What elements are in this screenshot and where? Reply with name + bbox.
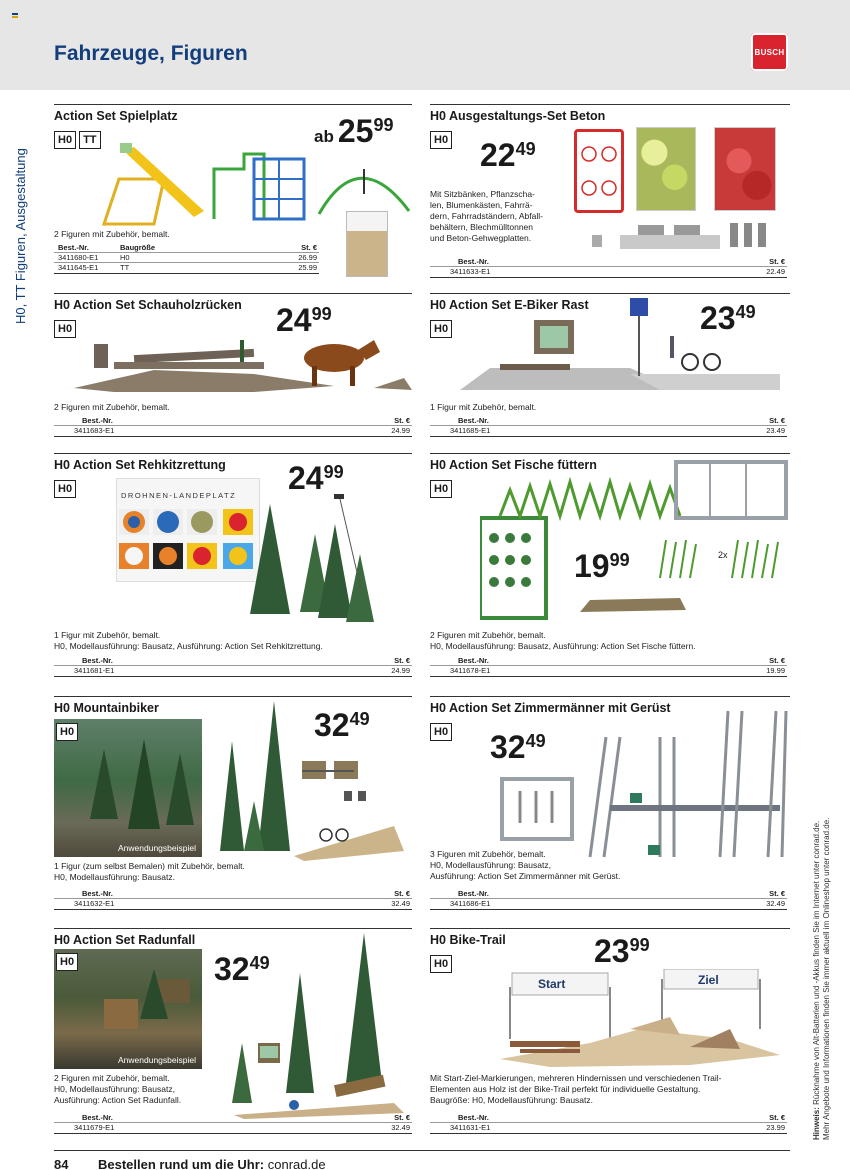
- busch-logo: BUSCH: [751, 33, 788, 71]
- column-header: St. €: [301, 243, 317, 252]
- size-badge-h0: H0: [54, 480, 76, 498]
- order-number: 3411685-E1: [450, 426, 491, 435]
- sand-bag-image: [346, 211, 388, 277]
- price-cents: 49: [349, 709, 370, 729]
- price-cell: 19.99: [766, 666, 785, 675]
- size-cell: TT: [120, 263, 130, 272]
- order-table: [54, 656, 412, 677]
- order-number: 3411686-E1: [450, 899, 491, 908]
- column-header: St. €: [394, 1113, 410, 1122]
- product-description: [430, 402, 536, 413]
- product-card-radunfall[interactable]: [54, 928, 412, 1142]
- product-card-zimmermaenner[interactable]: [430, 696, 790, 918]
- order-table: [430, 656, 787, 677]
- column-header: St. €: [394, 656, 410, 665]
- column-header: St. €: [769, 257, 785, 266]
- table-row[interactable]: [430, 267, 787, 277]
- table-header-row: [430, 1113, 787, 1123]
- bike-trail-illustration: [490, 969, 786, 1069]
- table-row[interactable]: [54, 666, 412, 676]
- size-badge-h0: H0: [54, 320, 76, 338]
- order-number: 3411681-E1: [74, 666, 115, 675]
- side-note-line1: Rücknahme von Alt-Batterien und -Akkus finden Sie im Internet unter conrad.de.: [812, 820, 821, 1108]
- column-header: St. €: [394, 416, 410, 425]
- order-number: 3411683-E1: [74, 426, 115, 435]
- size-badge-h0: H0: [56, 723, 78, 741]
- price-cents: 99: [311, 304, 332, 324]
- order-table: [430, 416, 787, 437]
- price-cell: 22.49: [766, 267, 785, 276]
- price-cell: 32.49: [391, 1123, 410, 1132]
- price-main: 24: [276, 302, 312, 338]
- price-cents: 49: [525, 731, 546, 751]
- price-cell: 23.49: [766, 426, 785, 435]
- product-title: H0 Action Set Fische füttern: [430, 458, 597, 472]
- price: [594, 935, 650, 967]
- finish-sign-text: Ziel: [698, 973, 719, 987]
- mountainbiker-photo: [54, 719, 202, 857]
- order-number: 3411678-E1: [450, 666, 491, 675]
- description-line: und Beton-Gehwegplatten.: [430, 233, 532, 243]
- column-header: St. €: [769, 889, 785, 898]
- trail-trees-illustration: [214, 701, 410, 861]
- description-line: H0, Modellausführung: Bausatz,: [54, 1084, 175, 1094]
- order-number: 3411680-E1: [58, 253, 99, 262]
- column-header: Best.-Nr.: [458, 1113, 489, 1122]
- column-header: Best.-Nr.: [82, 656, 113, 665]
- price-main: 19: [574, 548, 610, 584]
- product-card-mountainbiker[interactable]: [54, 696, 412, 918]
- description-line: 2 Figuren mit Zubehör, bemalt.: [430, 630, 546, 640]
- photo-label: Anwendungsbeispiel: [118, 1055, 196, 1065]
- product-description: [430, 1073, 722, 1106]
- column-header: St. €: [394, 889, 410, 898]
- description-line: 1 Figur mit Zubehör, bemalt.: [54, 630, 161, 640]
- landing-pad-title: DROHNEN-LANDEPLATZ: [121, 491, 237, 500]
- description-line: 1 Figur mit Zubehör, bemalt.: [430, 402, 537, 412]
- price-main: 32: [214, 951, 250, 987]
- table-row[interactable]: [430, 1123, 787, 1133]
- multiplier-label: 2x: [718, 550, 728, 560]
- table-header-row: [54, 416, 412, 426]
- size-badge-tt: TT: [79, 131, 100, 149]
- table-row[interactable]: [430, 666, 787, 676]
- price-cell: 25.99: [298, 263, 317, 272]
- description-line: Baugröße: H0, Modellausführung: Bausatz.: [430, 1095, 594, 1105]
- product-title: H0 Mountainbiker: [54, 701, 159, 715]
- description-line: Mit Sitzbänken, Pflanzscha-: [430, 189, 535, 199]
- price-cents: 99: [629, 935, 650, 955]
- price-main: 23: [594, 933, 630, 969]
- side-note-bold: Hinweis:: [812, 1107, 821, 1140]
- description-line: Ausführung: Action Set Radunfall.: [54, 1095, 182, 1105]
- product-description: [54, 229, 170, 240]
- product-description: [54, 402, 170, 413]
- order-number: 3411645-E1: [58, 263, 99, 272]
- price-cell: 32.49: [391, 899, 410, 908]
- side-note: [812, 790, 832, 1140]
- description-line: behältern, Blechmülltonnen: [430, 222, 534, 232]
- column-header: Best.-Nr.: [58, 243, 89, 252]
- reed-plants-illustration: [480, 460, 790, 620]
- order-table: [54, 243, 319, 274]
- table-row[interactable]: [430, 426, 787, 436]
- product-description: [54, 630, 323, 652]
- product-card-ebiker-rast[interactable]: [430, 293, 790, 443]
- size-badge-h0: H0: [54, 131, 76, 149]
- footer-text-bold: Bestellen rund um die Uhr:: [98, 1157, 265, 1170]
- price-cents: 99: [323, 462, 344, 482]
- description-line: Elementen aus Holz ist der Bike-Trail perfekt für individuelle Gestaltung.: [430, 1084, 701, 1094]
- size-badge-h0: H0: [56, 953, 78, 971]
- scaffold-illustration: [500, 707, 790, 863]
- product-card-schauholzruecken[interactable]: [54, 293, 412, 443]
- price-main: 22: [480, 137, 516, 173]
- price: [288, 462, 344, 494]
- product-description: [54, 1073, 181, 1106]
- accident-scene-illustration: [214, 933, 410, 1119]
- column-header: Best.-Nr.: [82, 889, 113, 898]
- side-note-line2: Mehr Angebote und Informationen finden Sie immer aktuell im Onlineshop unter conrad.de.: [822, 817, 831, 1140]
- order-number: 3411633-E1: [450, 267, 491, 276]
- order-number: 3411632-E1: [74, 899, 115, 908]
- table-header-row: [430, 656, 787, 666]
- size-badge-h0: H0: [430, 723, 452, 741]
- column-header: Best.-Nr.: [82, 1113, 113, 1122]
- table-row[interactable]: [54, 253, 319, 263]
- product-description: [54, 861, 245, 883]
- drone-landing-pad-sheet: [116, 478, 260, 582]
- table-row[interactable]: [54, 1123, 412, 1133]
- product-title: H0 Action Set E-Biker Rast: [430, 298, 589, 312]
- order-number: 3411631-E1: [450, 1123, 491, 1132]
- price-cents: 49: [249, 953, 270, 973]
- price-main: 32: [314, 707, 350, 743]
- product-title: H0 Action Set Radunfall: [54, 933, 196, 947]
- column-header: Best.-Nr.: [458, 416, 489, 425]
- yellow-flowers-image: [636, 127, 696, 211]
- product-card-beton[interactable]: [430, 104, 790, 284]
- price-prefix: ab: [314, 127, 334, 146]
- product-title: H0 Action Set Rehkitzrettung: [54, 458, 226, 472]
- product-title: Action Set Spielplatz: [54, 109, 178, 123]
- start-sign-text: Start: [538, 977, 566, 991]
- photo-label: Anwendungsbeispiel: [118, 843, 196, 853]
- page-number: 84: [54, 1157, 69, 1170]
- page-header: [0, 0, 850, 90]
- description-line: 2 Figuren mit Zubehör, bemalt.: [54, 402, 170, 412]
- product-card-bike-trail[interactable]: [430, 928, 790, 1142]
- product-title: H0 Bike-Trail: [430, 933, 506, 947]
- description-line: dern, Fahrradständern, Abfall-: [430, 211, 543, 221]
- table-row[interactable]: [54, 426, 412, 436]
- price-main: 32: [490, 729, 526, 765]
- product-description: [430, 849, 620, 882]
- ebike-rest-illustration: [450, 298, 786, 394]
- description-line: H0, Modellausführung: Bausatz, Ausführung: Action Set Fische füttern.: [430, 641, 696, 651]
- description-line: 3 Figuren mit Zubehör, bemalt.: [430, 849, 546, 859]
- bicycle-sprue-image: [574, 129, 624, 213]
- description-line: len, Blumenkästen, Fahrrä-: [430, 200, 533, 210]
- product-card-spielplatz[interactable]: [54, 104, 412, 284]
- column-header: Best.-Nr.: [82, 416, 113, 425]
- price-main: 25: [337, 113, 374, 149]
- size-badge-h0: H0: [430, 320, 452, 338]
- description-line: Mit Start-Ziel-Markierungen, mehreren Hindernissen und verschiedenen Trail-: [430, 1073, 722, 1083]
- price-main: 23: [700, 300, 736, 336]
- table-header-row: [54, 656, 412, 666]
- product-title: H0 Action Set Schauholzrücken: [54, 298, 242, 312]
- size-badge-h0: H0: [430, 480, 452, 498]
- description-line: Ausführung: Action Set Zimmermänner mit Gerüst.: [430, 871, 621, 881]
- column-header: St. €: [769, 1113, 785, 1122]
- table-header-row: [54, 1113, 412, 1123]
- product-title: H0 Action Set Zimmermänner mit Gerüst: [430, 701, 671, 715]
- price-cents: 99: [373, 115, 394, 135]
- price-cents: 49: [735, 302, 756, 322]
- table-row[interactable]: [430, 899, 787, 909]
- logging-horse-illustration: [74, 330, 414, 394]
- price-cents: 99: [609, 550, 630, 570]
- order-table: [54, 416, 412, 437]
- page-title: Fahrzeuge, Figuren: [54, 42, 248, 65]
- product-description: [430, 189, 543, 244]
- product-description: [430, 630, 696, 652]
- price-cell: 24.99: [391, 666, 410, 675]
- table-header-row: [430, 889, 787, 899]
- order-table: [430, 889, 787, 910]
- product-title: H0 Ausgestaltungs-Set Beton: [430, 109, 606, 123]
- order-table: [54, 889, 412, 910]
- price-cell: 24.99: [391, 426, 410, 435]
- column-header: Best.-Nr.: [458, 656, 489, 665]
- price-cell: 26.99: [298, 253, 317, 262]
- size-cell: H0: [120, 253, 130, 262]
- price-cell: 23.99: [766, 1123, 785, 1132]
- header-mark-icon: [12, 13, 18, 18]
- product-card-fische-fuettern[interactable]: [430, 453, 790, 685]
- table-row[interactable]: [54, 899, 412, 909]
- order-table: [430, 257, 787, 278]
- order-table: [430, 1113, 787, 1134]
- column-header: Best.-Nr.: [458, 257, 489, 266]
- description-line: 2 Figuren mit Zubehör, bemalt.: [54, 1073, 170, 1083]
- table-header-row: [430, 416, 787, 426]
- column-header: St. €: [769, 656, 785, 665]
- column-header: Best.-Nr.: [458, 889, 489, 898]
- table-header-row: [430, 257, 787, 267]
- radunfall-photo: [54, 949, 202, 1069]
- order-table: [54, 1113, 412, 1134]
- description-line: 1 Figur (zum selbst Bemalen) mit Zubehör, bemalt.: [54, 861, 245, 871]
- table-header-row: [54, 243, 319, 253]
- description-line: H0, Modellausführung: Bausatz,: [430, 860, 551, 870]
- size-badge-h0: H0: [430, 955, 452, 973]
- description-line: 2 Figuren mit Zubehör, bemalt.: [54, 229, 170, 239]
- price: [480, 139, 536, 171]
- red-flowers-image: [714, 127, 776, 211]
- footer-link[interactable]: conrad.de: [264, 1157, 326, 1170]
- table-header-row: [54, 889, 412, 899]
- size-badge-h0: H0: [430, 131, 452, 149]
- price-cents: 49: [515, 139, 536, 159]
- footer-text: [98, 1157, 326, 1170]
- benches-illustration: [590, 221, 790, 257]
- description-line: H0, Modellausführung: Bausatz.: [54, 872, 175, 882]
- table-row[interactable]: [54, 263, 319, 273]
- section-side-label: H0, TT Figuren, Ausgestaltung: [13, 148, 28, 324]
- column-header: St. €: [769, 416, 785, 425]
- fir-trees-illustration: [240, 494, 410, 624]
- price-cell: 32.49: [766, 899, 785, 908]
- description-line: H0, Modellausführung: Bausatz, Ausführung: Action Set Rehkitzrettung.: [54, 641, 323, 651]
- footer-rule: [54, 1150, 790, 1151]
- price-main: 24: [288, 460, 324, 496]
- order-number: 3411679-E1: [74, 1123, 115, 1132]
- column-header: Baugröße: [120, 243, 156, 252]
- product-card-rehkitzrettung[interactable]: [54, 453, 412, 685]
